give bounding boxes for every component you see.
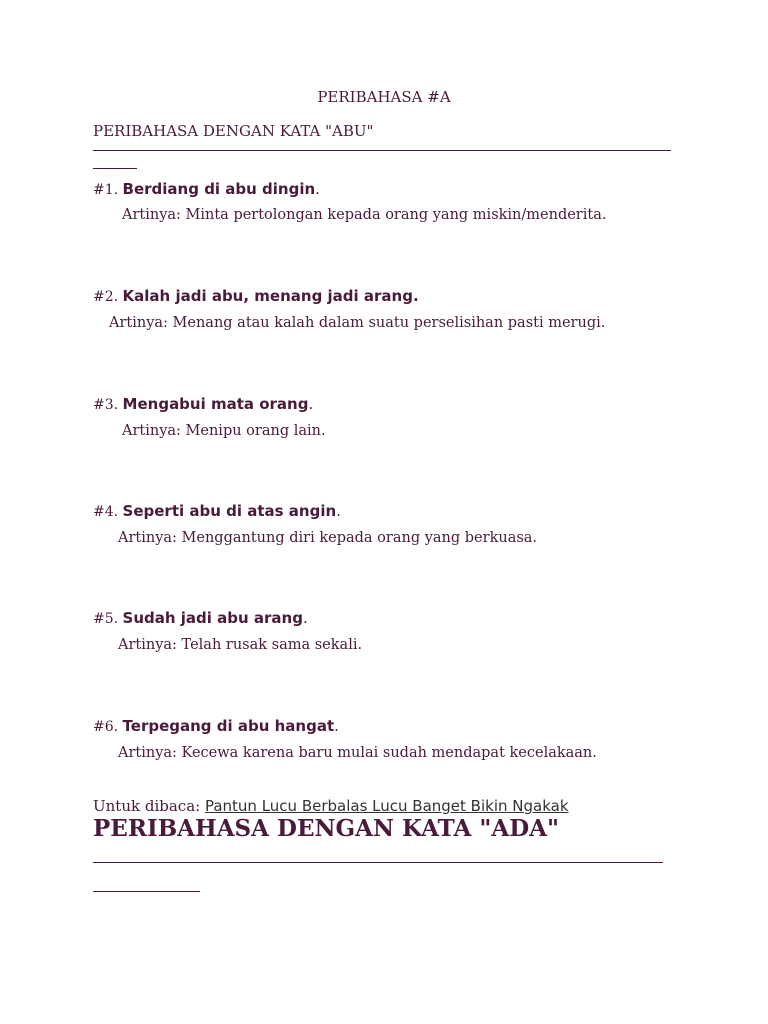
proverb-meaning: Artinya: Minta pertolongan kepada orang yang miskin/menderita. — [122, 207, 607, 223]
divider-line — [93, 862, 663, 863]
proverb-entry-2 — [93, 287, 419, 305]
entry-number: #6. — [93, 719, 119, 735]
proverb-meaning: Artinya: Menggantung diri kepada orang yang berkuasa. — [118, 530, 538, 546]
proverb-phrase: Sudah jadi abu arang — [122, 609, 303, 627]
read-also — [93, 797, 569, 815]
entry-number: #3. — [93, 397, 119, 413]
proverb-phrase: Terpegang di abu hangat — [122, 717, 335, 735]
entry-dot: . — [334, 717, 339, 735]
proverb-meaning: Artinya: Kecewa karena baru mulai sudah mendapat kecelakaan. — [118, 745, 597, 761]
section-heading-ada: PERIBAHASA DENGAN KATA "ADA" — [93, 815, 559, 842]
entry-dot: . — [336, 502, 341, 520]
proverb-entry-1 — [93, 180, 320, 198]
proverb-entry-4 — [93, 502, 341, 520]
proverb-meaning: Artinya: Telah rusak sama sekali. — [118, 637, 363, 653]
entry-number: #2. — [93, 289, 119, 305]
entry-number: #4. — [93, 504, 119, 520]
divider-line-short — [93, 891, 200, 892]
proverb-entry-5 — [93, 609, 308, 627]
read-also-link[interactable]: Pantun Lucu Berbalas Lucu Banget Bikin Ngakak — [204, 797, 569, 815]
proverb-entry-6 — [93, 717, 339, 735]
entry-number: #5. — [93, 611, 119, 627]
page-title: PERIBAHASA #A — [317, 88, 451, 106]
divider-line — [93, 150, 671, 151]
proverb-meaning: Artinya: Menang atau kalah dalam suatu perselisihan pasti merugi. — [109, 315, 606, 331]
section-heading-abu: PERIBAHASA DENGAN KATA "ABU" — [93, 122, 374, 140]
proverb-phrase: Mengabui mata orang — [122, 395, 309, 413]
read-also-label: Untuk dibaca: — [93, 797, 205, 815]
entry-dot: . — [302, 609, 308, 627]
proverb-phrase: Seperti abu di atas angin — [122, 502, 337, 520]
entry-dot: . — [315, 180, 320, 198]
proverb-meaning: Artinya: Menipu orang lain. — [122, 423, 326, 439]
proverb-phrase: Kalah jadi abu, menang jadi arang. — [122, 287, 419, 305]
proverb-phrase: Berdiang di abu dingin — [122, 180, 316, 198]
divider-line-short — [93, 168, 137, 169]
proverb-entry-3 — [93, 395, 313, 413]
entry-number: #1. — [93, 182, 119, 198]
entry-dot: . — [308, 395, 314, 413]
